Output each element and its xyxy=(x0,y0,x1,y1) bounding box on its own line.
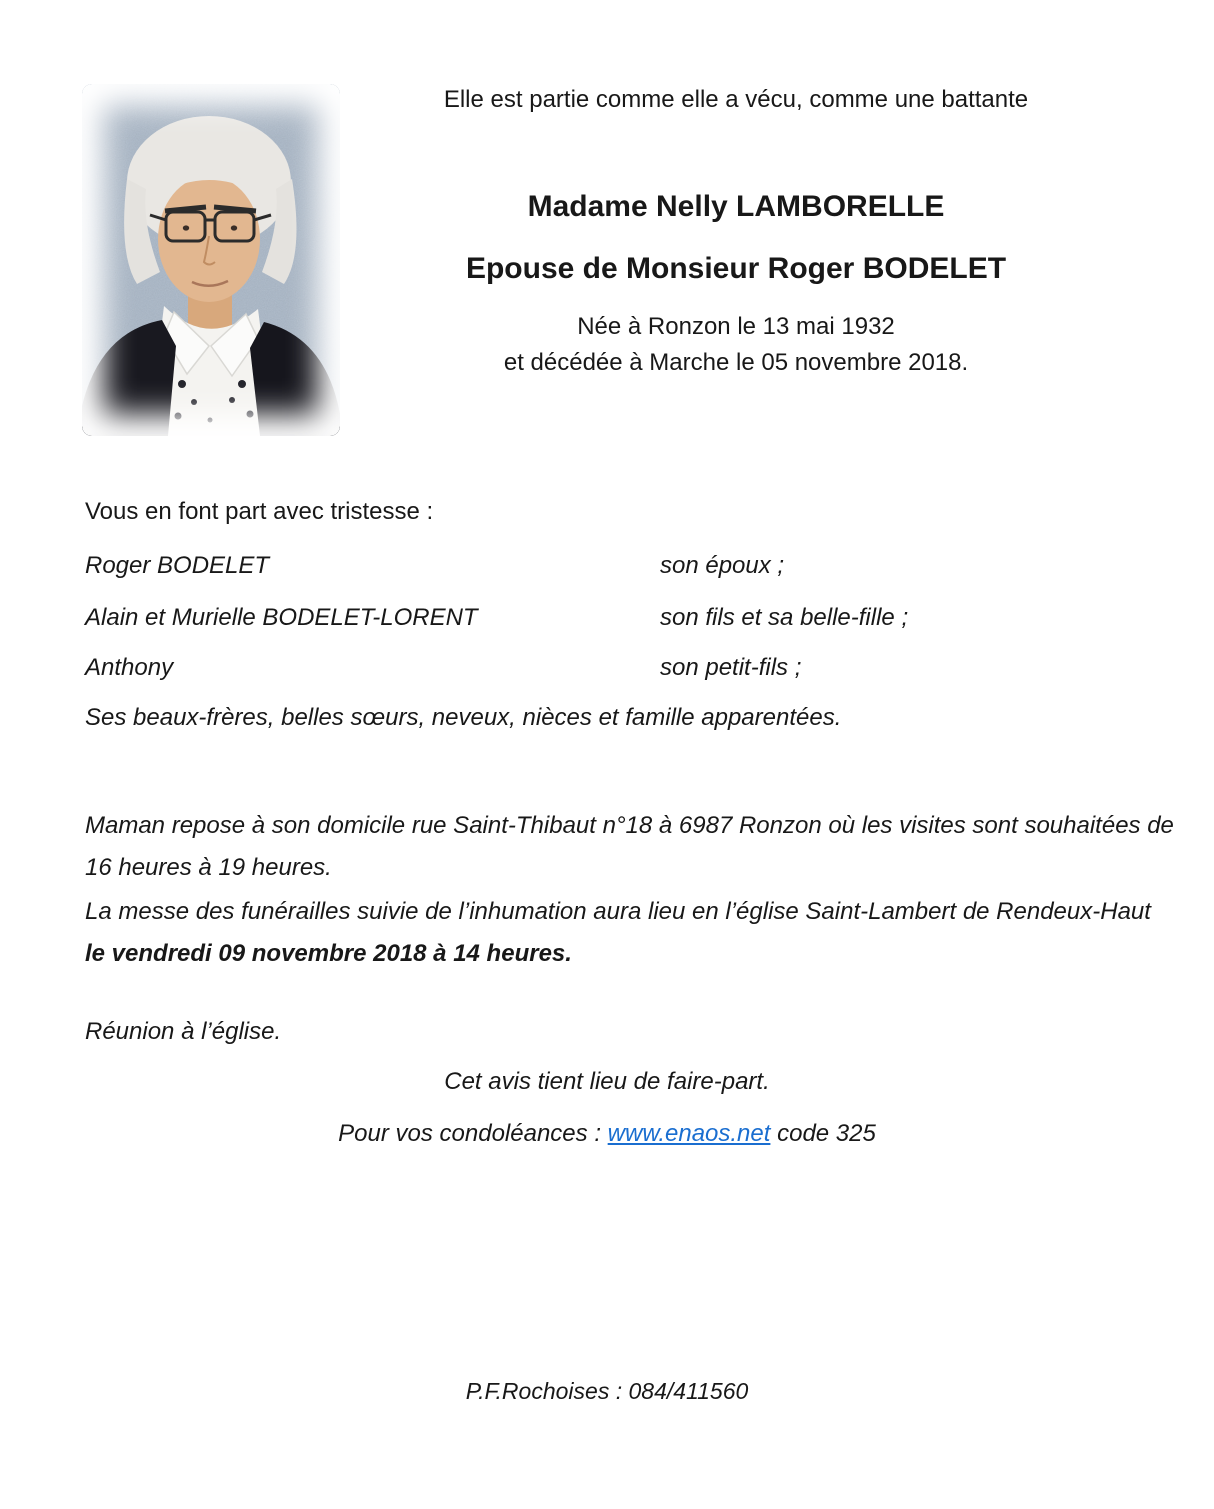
condolences-line xyxy=(0,1120,1214,1148)
funeral-line-1: La messe des funérailles suivie de l’inhumation aura lieu en l’église Saint-Lambert de Rendeux-Haut xyxy=(85,898,1151,925)
deceased-name: Madame Nelly LAMBORELLE xyxy=(527,190,945,223)
birth-line: Née à Ronzon le 13 mai 1932 xyxy=(577,313,895,340)
condolences-link[interactable]: www.enaos.net xyxy=(607,1120,771,1147)
meeting-line: Réunion à l’église. xyxy=(85,1018,282,1045)
condolences-suffix: code 325 xyxy=(770,1120,876,1147)
family-name: Roger BODELET xyxy=(85,552,270,579)
condolences-prefix: Pour vos condoléances : xyxy=(338,1120,608,1147)
funeral-home-footer: P.F.Rochoises : 084/411560 xyxy=(465,1378,749,1404)
family-row xyxy=(85,552,1133,580)
portrait-illustration xyxy=(82,84,340,436)
family-relation: son petit-fils ; xyxy=(660,654,802,681)
family-row xyxy=(85,654,1133,682)
epitaph-quote: Elle est partie comme elle a vécu, comme une battante xyxy=(443,86,1029,113)
extended-family-line: Ses beaux-frères, belles sœurs, neveux, nièces et famille apparentées. xyxy=(85,704,842,731)
funeral-line-2-bold: le vendredi 09 novembre 2018 à 14 heures. xyxy=(85,940,572,967)
family-name: Anthony xyxy=(85,654,174,681)
family-row xyxy=(85,604,1133,632)
death-line: et décédée à Marche le 05 novembre 2018. xyxy=(503,349,969,376)
deceased-spouse-line: Epouse de Monsieur Roger BODELET xyxy=(465,252,1007,285)
portrait-photo xyxy=(82,84,340,436)
visitation-line-1: Maman repose à son domicile rue Saint-Thibaut n°18 à 6987 Ronzon où les visites sont souhaitées de xyxy=(85,812,1174,839)
notice-line: Cet avis tient lieu de faire-part. xyxy=(444,1068,770,1095)
visitation-line-2: 16 heures à 19 heures. xyxy=(85,854,332,881)
family-name: Alain et Murielle BODELET-LORENT xyxy=(85,604,478,631)
announcement-intro: Vous en font part avec tristesse : xyxy=(85,498,434,525)
family-relation: son fils et sa belle-fille ; xyxy=(660,604,909,631)
family-relation: son époux ; xyxy=(660,552,785,579)
